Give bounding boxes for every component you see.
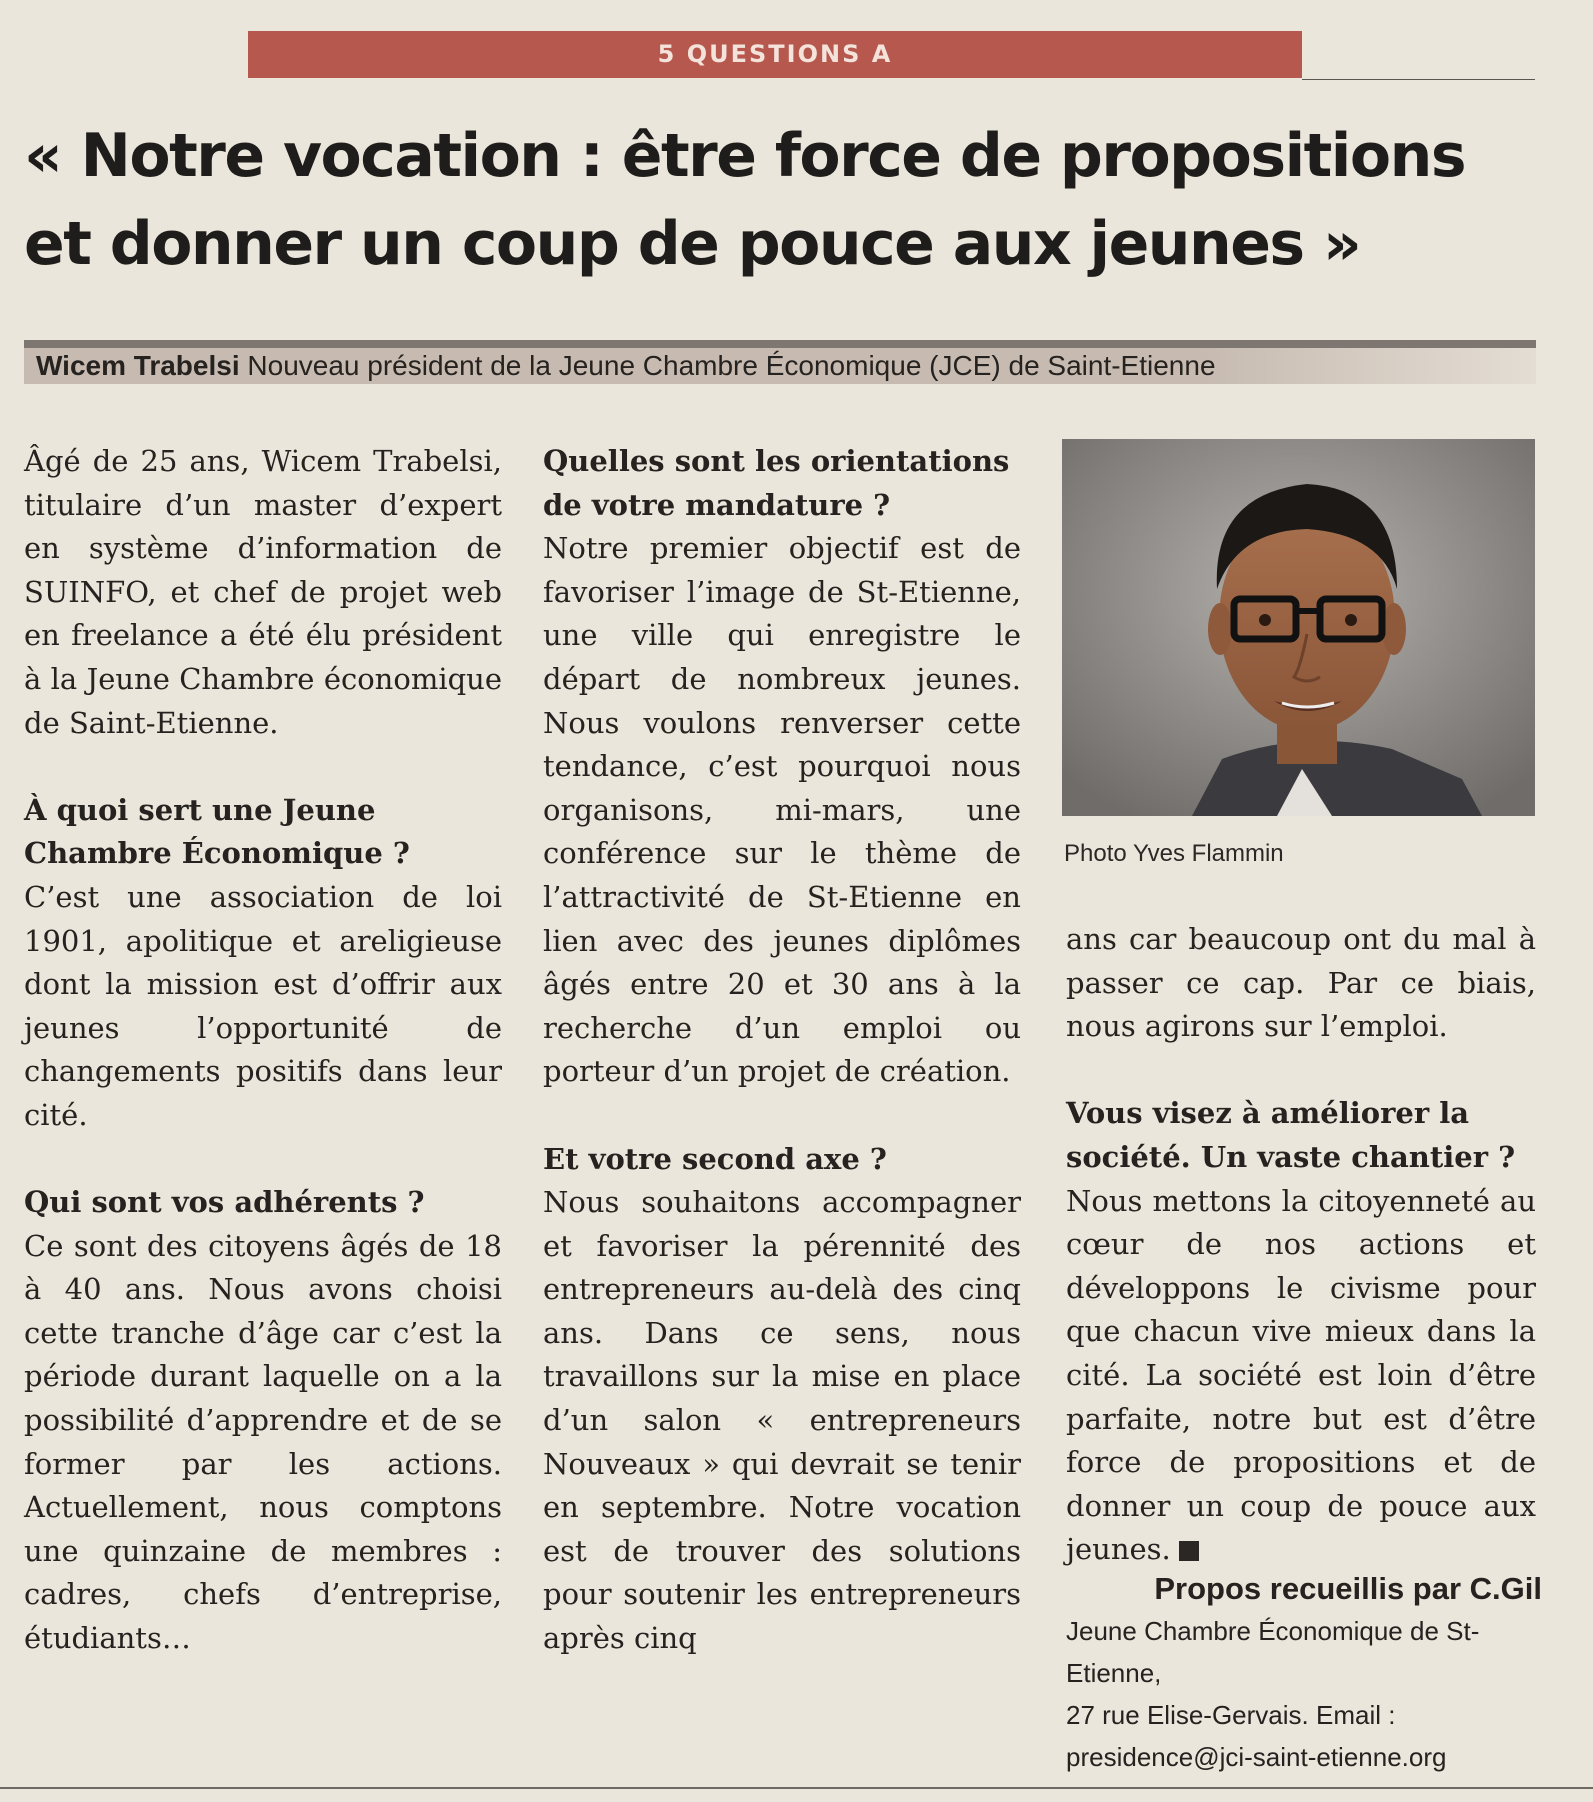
portrait-photo: [1062, 439, 1535, 816]
answer-5-wrap: [1066, 1180, 1536, 1572]
answer-4-continued: ans car beaucoup ont du mal à passer ce cap. Par ce biais, nous agirons sur l’emploi.: [1066, 922, 1536, 1044]
bottom-rule: [0, 1787, 1593, 1789]
question-5: Vous visez à améliorer la société. Un vaste chantier ?: [1066, 1096, 1516, 1174]
author-credit: Propos recueillis par C.Gil: [1154, 1571, 1542, 1606]
portrait-illustration: [1062, 439, 1535, 816]
address-line-1: Jeune Chambre Économique de St-Etienne,: [1066, 1616, 1480, 1688]
contact-email: presidence@jci-saint-etienne.org: [1066, 1742, 1447, 1772]
question-3: Quelles sont les orientations de votre mandature ?: [543, 444, 1010, 522]
subtitle-name: Wicem Trabelsi: [36, 350, 240, 381]
answer-3: Notre premier objectif est de favoriser l’image de St-Etienne, une ville qui enregistre le départ de nombreux jeunes. Nous voulons renverser cette tendance, c’est pourquoi nous organisons, mi-mars, une conférence sur le thème de l’attractivité de St-Etienne en lien avec des jeunes diplômes âgés entre 20 et 30 ans à la recherche d’un emploi ou porteur d’un projet de création.: [543, 531, 1021, 1089]
article-column-1: [24, 440, 502, 1661]
intro-paragraph: Âgé de 25 ans, Wicem Trabelsi, titulaire d’un master d’expert en système d’information de SUINFO, et chef de projet web en freelance a été élu président à la Jeune Chambre économique de Saint-Etienne.: [24, 444, 502, 740]
answer-5: Nous mettons la citoyenneté au cœur de nos actions et développons le civisme pour que chacun vive mieux dans la cité. La société est loin d’être parfaite, notre but est d’être force de propositions et de donner un coup de pouce aux jeunes.: [1066, 1183, 1536, 1567]
answer-4: Nous souhaitons accompagner et favoriser la pérennité des entrepreneurs au-delà des cinq ans. Dans ce sens, nous travaillons sur la mise en place d’un salon « entrepreneurs Nouveaux » qui devrait se tenir en septembre. Notre vocation est de trouver des solutions pour soutenir les entrepreneurs après cinq: [543, 1185, 1021, 1656]
subtitle-bar: [24, 340, 1536, 384]
headline-line-2: et donner un coup de pouce aux jeunes »: [24, 209, 1361, 279]
photo-caption: Photo Yves Flammin: [1064, 840, 1284, 867]
article-column-2: [543, 440, 1021, 1661]
end-of-article-mark: [1179, 1541, 1199, 1561]
question-4: Et votre second axe ?: [543, 1141, 887, 1176]
subtitle-role: Nouveau président de la Jeune Chambre Économique (JCE) de Saint-Etienne: [247, 350, 1216, 381]
question-2: Qui sont vos adhérents ?: [24, 1185, 425, 1220]
article-column-3: [1066, 918, 1536, 1572]
answer-2: Ce sont des citoyens âgés de 18 à 40 ans. Nous avons choisi cette tranche d’âge car c’est la période durant laquelle on a la possibilité d’apprendre et de se former par les actions. Actuellement, nous comptons une quinzaine de membres : cadres, chefs d’entreprise, étudiants…: [24, 1228, 502, 1656]
address-line-2: 27 rue Elise-Gervais. Email :: [1066, 1700, 1396, 1730]
section-kicker: 5 QUESTIONS A: [248, 31, 1302, 78]
divider: [1302, 79, 1535, 80]
headline-line-1: « Notre vocation : être force de propositions: [24, 121, 1466, 191]
answer-1: C’est une association de loi 1901, apolitique et areligieuse dont la mission est d’offrir aux jeunes l’opportunité de changements positifs dans leur cité.: [24, 879, 502, 1132]
headline: [24, 112, 1554, 288]
question-1: À quoi sert une Jeune Chambre Économique ?: [24, 792, 410, 871]
credits-block: [1066, 1568, 1542, 1778]
